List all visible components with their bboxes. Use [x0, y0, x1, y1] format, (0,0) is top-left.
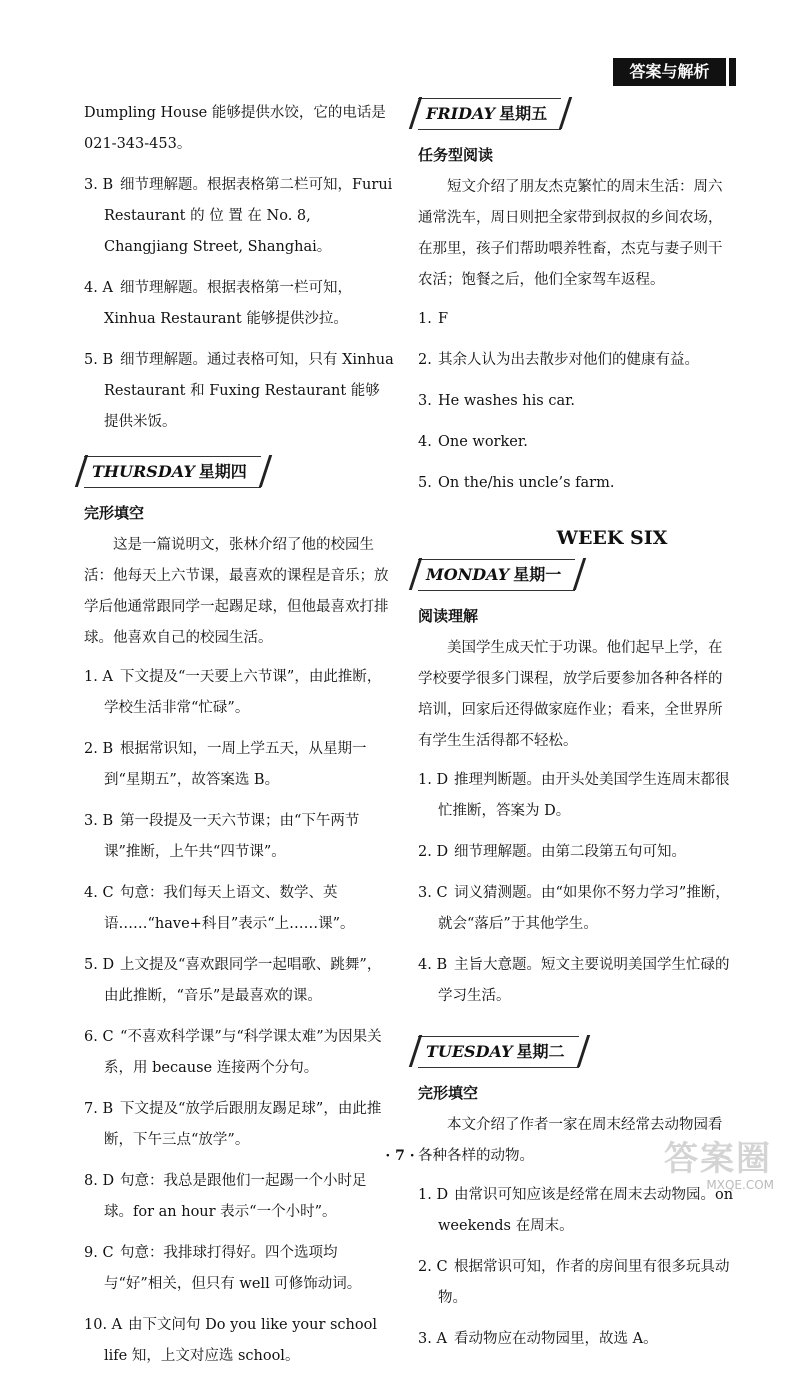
answer-item: 3. He washes his car.: [418, 393, 576, 409]
answer-item: 4. B 主旨大意题。短文主要说明美国学生忙碌的学习生活。: [418, 957, 730, 1004]
watermark-mark: 答案圈: [664, 1139, 772, 1179]
answer-item: 3. A 看动物应在动物园里，故选 A。: [418, 1331, 658, 1347]
section-intro: 短文介绍了朋友杰克繁忙的周末生活：周六通常洗车，周日则把全家带到叔叔的乡间农场，在那里，孩子们帮助喂养牲畜，杰克与妻子则干农活；饱餐之后，他们全家驾车返程。: [418, 179, 723, 288]
watermark-url: MXQE.COM: [706, 1178, 774, 1192]
day-banner-monday: MONDAY 星期一: [418, 559, 575, 591]
answer-item: 2. 其余人认为出去散步对他们的健康有益。: [418, 352, 699, 368]
answer-item: 1. F: [418, 311, 449, 327]
day-banner-friday: FRIDAY 星期五: [418, 98, 561, 130]
answer-item: 3. B 第一段提及一天六节课；由“下午两节课”推断，上午共“四节课”。: [84, 813, 360, 860]
answer-item: 7. B 下文提及“放学后跟朋友踢足球”，由此推断，下午三点“放学”。: [84, 1101, 382, 1148]
section-header-tag: 答案与解析: [613, 58, 726, 86]
answer-item: 9. C 句意：我排球打得好。四个选项均与“好”相关，但只有 well 可修饰动词。: [84, 1245, 362, 1292]
watermark-logo: [654, 1132, 774, 1192]
answer-item: 5. B 细节理解题。通过表格可知，只有 Xinhua Restaurant 和 Fuxing Restaurant 能够提供米饭。: [84, 352, 394, 430]
answer-item: 4. One worker.: [418, 434, 528, 450]
section-intro: 美国学生成天忙于功课。他们起早上学，在学校要学很多门课程，放学后要参加各种各样的培训，回家后还得做家庭作业；看来，全世界所有学生生活得都不轻松。: [418, 640, 723, 749]
answer-item: 6. C “不喜欢科学课”与“科学课太难”为因果关系，用 because 连接两个分句。: [84, 1029, 382, 1076]
section-intro: 本文介绍了作者一家在周末经常去动物园看各种各样的动物。: [418, 1117, 723, 1164]
day-banner-thursday: THURSDAY 星期四: [84, 456, 261, 488]
answer-item: 10. A 由下文问句 Do you like your school life 知，上文对应选 school。: [84, 1317, 377, 1364]
answer-item: 3. C 词义猜测题。由“如果你不努力学习”推断，就会“落后”于其他学生。: [418, 885, 730, 932]
answer-item: 5. On the/his uncle’s farm.: [418, 475, 615, 491]
continued-paragraph: Dumpling House 能够提供水饺，它的电话是 021-343-453。: [84, 105, 386, 152]
answer-item: 3. B 细节理解题。根据表格第二栏可知，Furui Restaurant 的 位 置 在 No. 8, Changjiang Street, Shanghai。: [84, 177, 393, 255]
answer-item: 4. C 句意：我们每天上语文、数学、英语……“have+科目”表示“上……课”。: [84, 885, 355, 932]
answer-item: 1. D 由常识可知应该是经常在周末去动物园。on weekends 在周末。: [418, 1187, 734, 1234]
week-title: WEEK SIX: [556, 527, 668, 549]
section-intro: 这是一篇说明文，张林介绍了他的校园生活：他每天上六节课，最喜欢的课程是音乐；放学后他通常跟同学一起踢足球，但他最喜欢打排球。他喜欢自己的校园生活。: [84, 537, 389, 646]
header-bar-decoration: [729, 58, 736, 86]
answer-item: 1. A 下文提及“一天要上六节课”，由此推断，学校生活非常“忙碌”。: [84, 669, 382, 716]
answer-item: 4. A 细节理解题。根据表格第一栏可知，Xinhua Restaurant 能够提供沙拉。: [84, 280, 352, 327]
answer-item: 1. D 推理判断题。由开头处美国学生连周末都很忙推断，答案为 D。: [418, 772, 730, 819]
answer-item: 2. C 根据常识可知，作者的房间里有很多玩具动物。: [418, 1259, 730, 1306]
answer-item: 8. D 句意：我总是跟他们一起踢一个小时足球。for an hour 表示“一个小时”。: [84, 1173, 367, 1220]
day-banner-tuesday: TUESDAY 星期二: [418, 1036, 579, 1068]
section-title: 完形填空: [84, 504, 145, 522]
answer-item: 5. D 上文提及“喜欢跟同学一起唱歌、跳舞”，由此推断，“音乐”是最喜欢的课。: [84, 957, 382, 1004]
left-column: [84, 98, 394, 1382]
page-number: · 7 ·: [385, 1148, 415, 1164]
answer-item: 2. B 根据常识知，一周上学五天，从星期一到“星期五”，故答案选 B。: [84, 741, 367, 788]
section-title: 任务型阅读: [418, 146, 494, 164]
section-title: 完形填空: [418, 1084, 479, 1102]
answer-item: 2. D 细节理解题。由第二段第五句可知。: [418, 844, 686, 860]
section-title: 阅读理解: [418, 607, 479, 625]
